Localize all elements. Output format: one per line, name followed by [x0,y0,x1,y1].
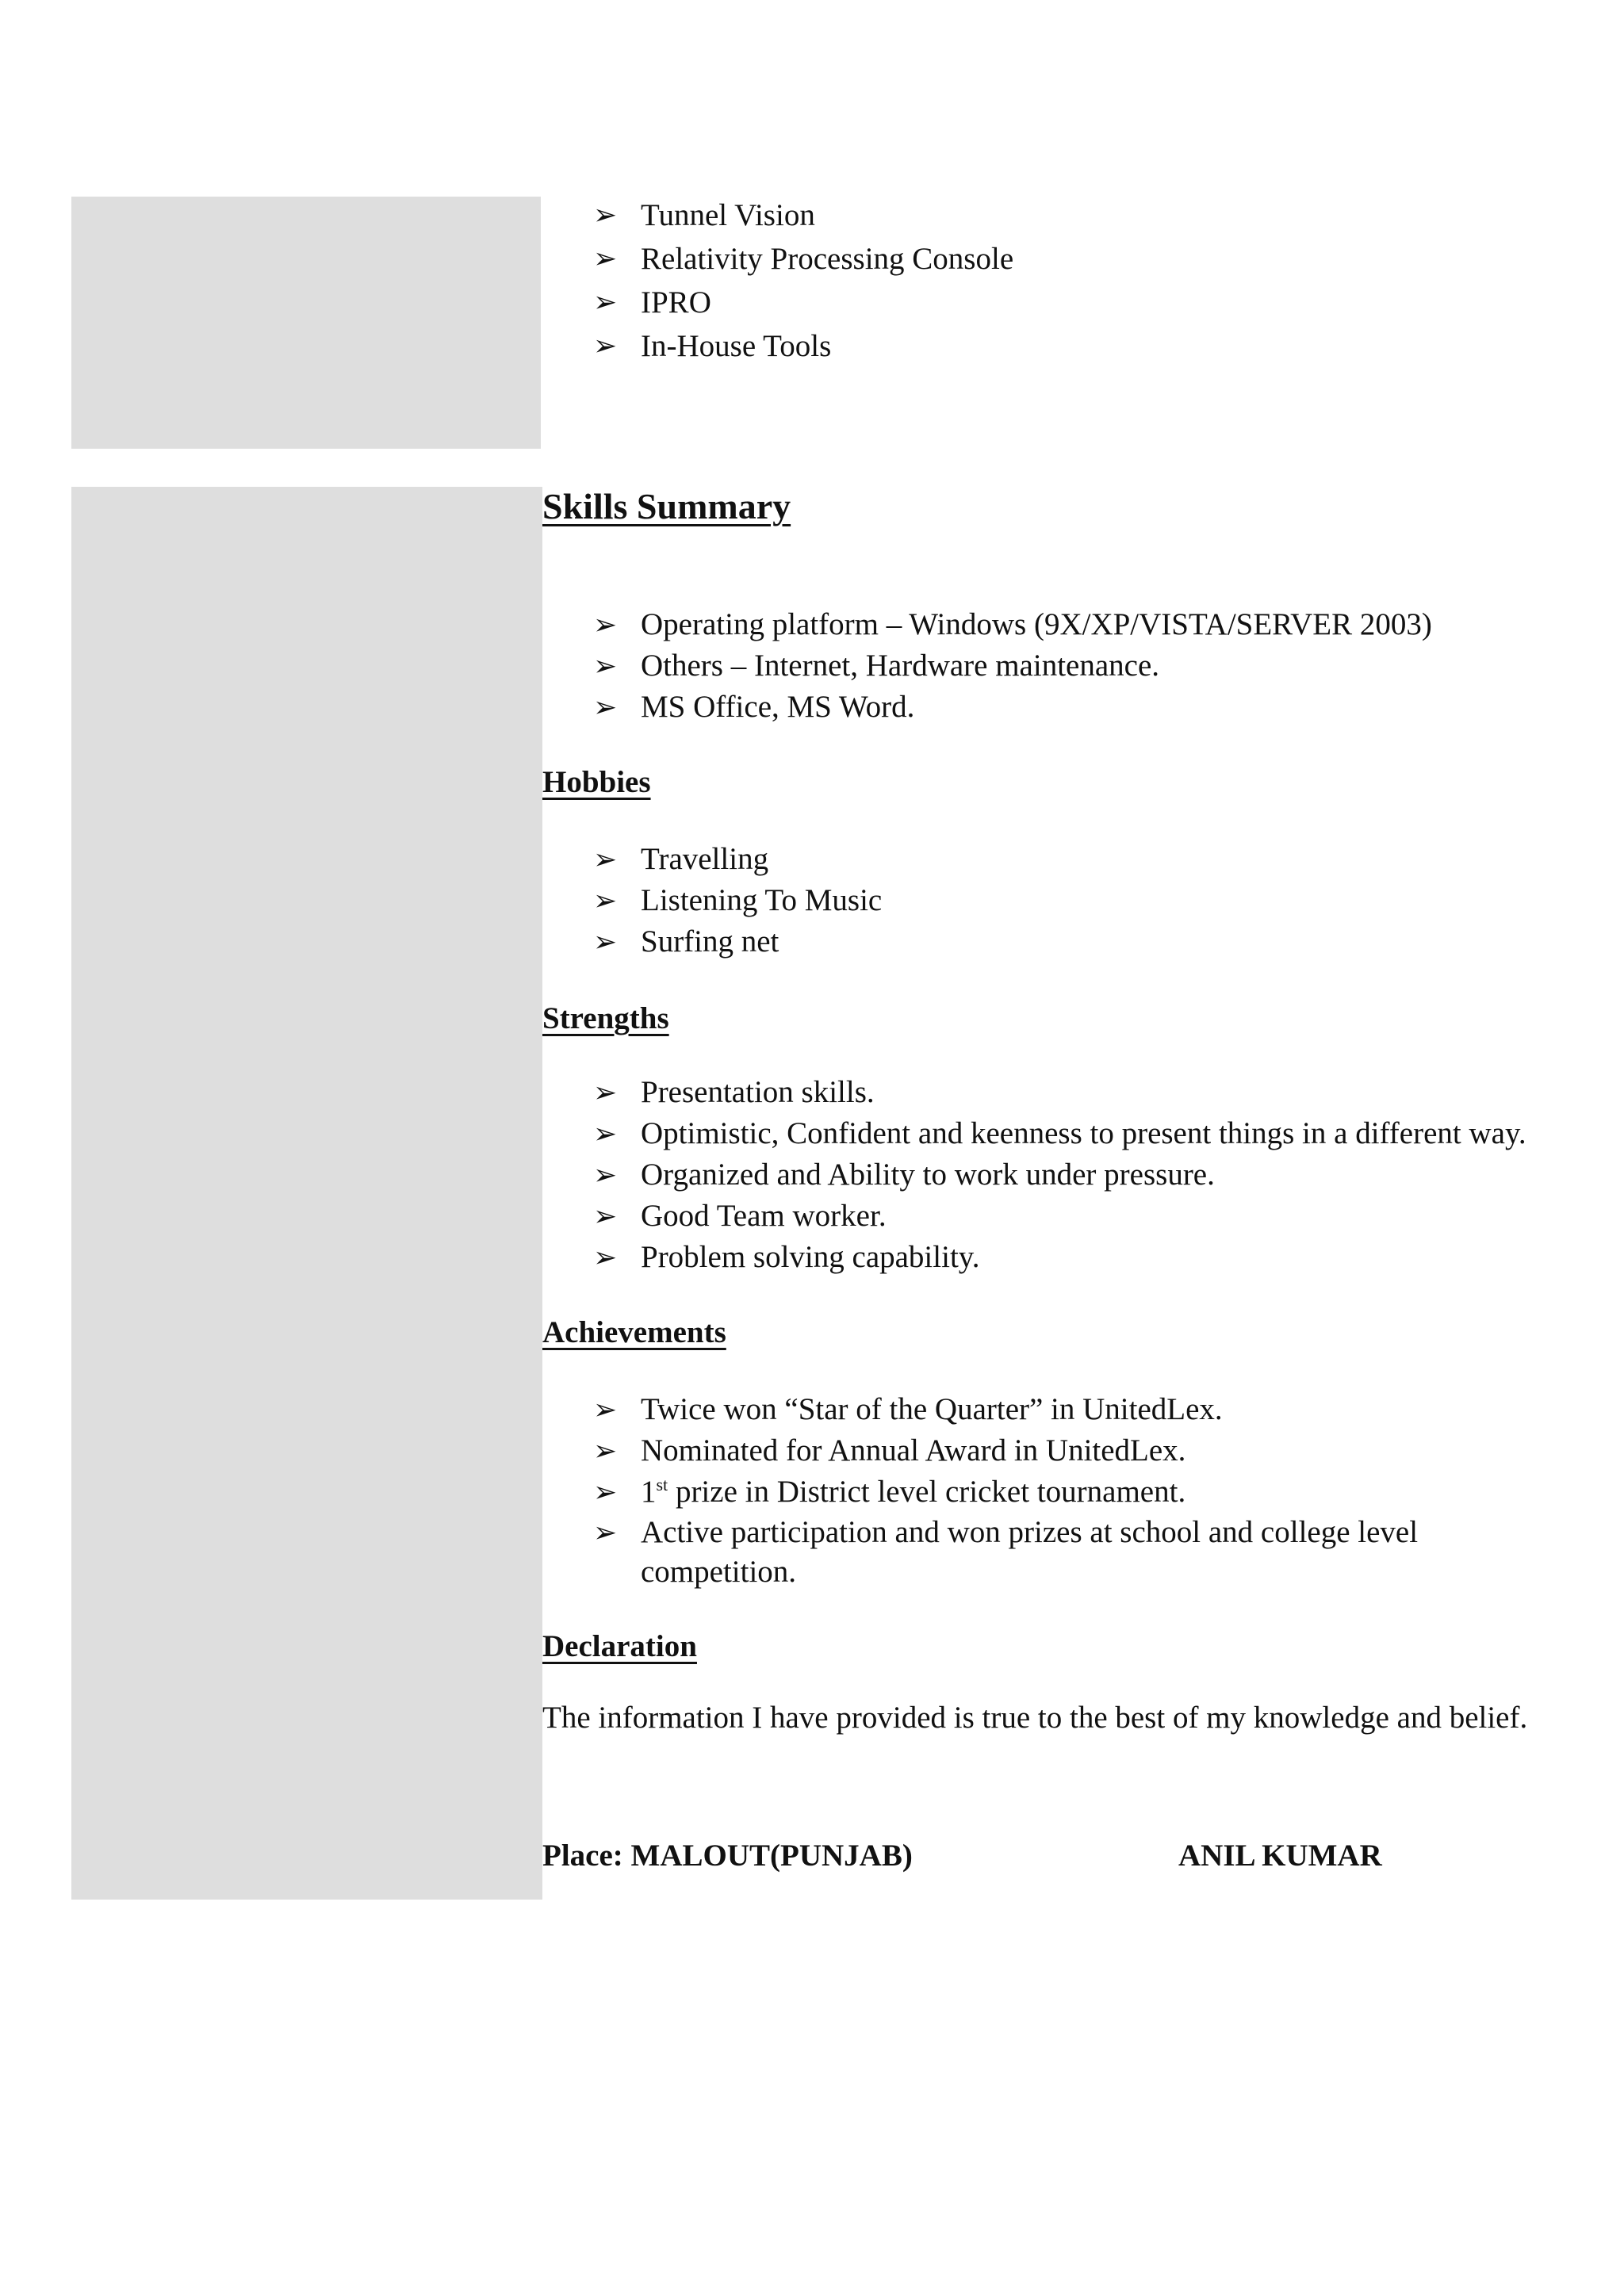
hobbies-heading: Hobbies [542,765,651,799]
sidebar-block-top [71,197,541,449]
list-item: ➢ Others – Internet, Hardware maintenance. [593,645,1432,687]
list-item: ➢ Organized and Ability to work under pressure. [593,1154,1526,1196]
arrowhead-bullet-icon: ➢ [593,691,618,723]
list-item: ➢ Problem solving capability. [593,1237,1526,1278]
list-item: ➢ Optimistic, Confident and keenness to present things in a different way. [593,1113,1526,1154]
list-item: ➢ Travelling [593,839,882,880]
arrowhead-bullet-icon: ➢ [593,1077,618,1108]
arrowhead-bullet-icon: ➢ [593,1159,618,1191]
declaration-text: The information I have provided is true to the best of my knowledge and belief. [542,1701,1528,1735]
list-item: ➢ Surfing net [593,921,882,962]
list-item: ➢ In-House Tools [593,324,1013,368]
arrowhead-bullet-icon: ➢ [593,1476,618,1508]
declaration-heading: Declaration [542,1629,697,1663]
skills-summary-heading: Skills Summary [542,486,791,526]
list-item: ➢ Relativity Processing Console [593,237,1013,281]
achievements-list [593,1389,1529,1589]
arrowhead-bullet-icon: ➢ [593,243,618,274]
list-item: ➢ 1st prize in District level cricket tournament. [593,1471,1529,1513]
arrowhead-bullet-icon: ➢ [593,885,618,916]
arrowhead-bullet-icon: ➢ [593,1435,618,1467]
hobbies-list [593,839,882,962]
arrowhead-bullet-icon: ➢ [593,199,618,231]
place-label: Place: MALOUT(PUNJAB) [542,1839,913,1873]
arrowhead-bullet-icon: ➢ [593,330,618,362]
arrowhead-bullet-icon: ➢ [593,609,618,641]
arrowhead-bullet-icon: ➢ [593,1517,618,1548]
list-item: ➢ Good Team worker. [593,1196,1526,1237]
arrowhead-bullet-icon: ➢ [593,1242,618,1273]
ordinal-suffix: st [656,1475,668,1494]
list-item: ➢ Nominated for Annual Award in UnitedLex. [593,1430,1529,1471]
achievements-heading: Achievements [542,1315,726,1349]
list-item: ➢ Listening To Music [593,880,882,921]
list-item: ➢ Tunnel Vision [593,193,1013,237]
list-item: ➢ Active participation and won prizes at school and college level competition. [593,1513,1529,1554]
tools-list [593,193,1013,368]
arrowhead-bullet-icon: ➢ [593,286,618,318]
list-item: ➢ Presentation skills. [593,1072,1526,1113]
arrowhead-bullet-icon: ➢ [593,1118,618,1150]
list-item: ➢ MS Office, MS Word. [593,687,1432,728]
skills-list [593,604,1432,728]
strengths-list [593,1072,1526,1278]
strengths-heading: Strengths [542,1001,669,1035]
arrowhead-bullet-icon: ➢ [593,844,618,875]
arrowhead-bullet-icon: ➢ [593,650,618,682]
list-item: ➢ Operating platform – Windows (9X/XP/VISTA/SERVER 2003) [593,604,1432,645]
signatory-name: ANIL KUMAR [1178,1839,1382,1873]
sidebar-block-main [71,487,542,1900]
arrowhead-bullet-icon: ➢ [593,926,618,958]
arrowhead-bullet-icon: ➢ [593,1200,618,1232]
list-item: ➢ Twice won “Star of the Quarter” in UnitedLex. [593,1389,1529,1430]
list-item: ➢ IPRO [593,281,1013,324]
arrowhead-bullet-icon: ➢ [593,1394,618,1425]
